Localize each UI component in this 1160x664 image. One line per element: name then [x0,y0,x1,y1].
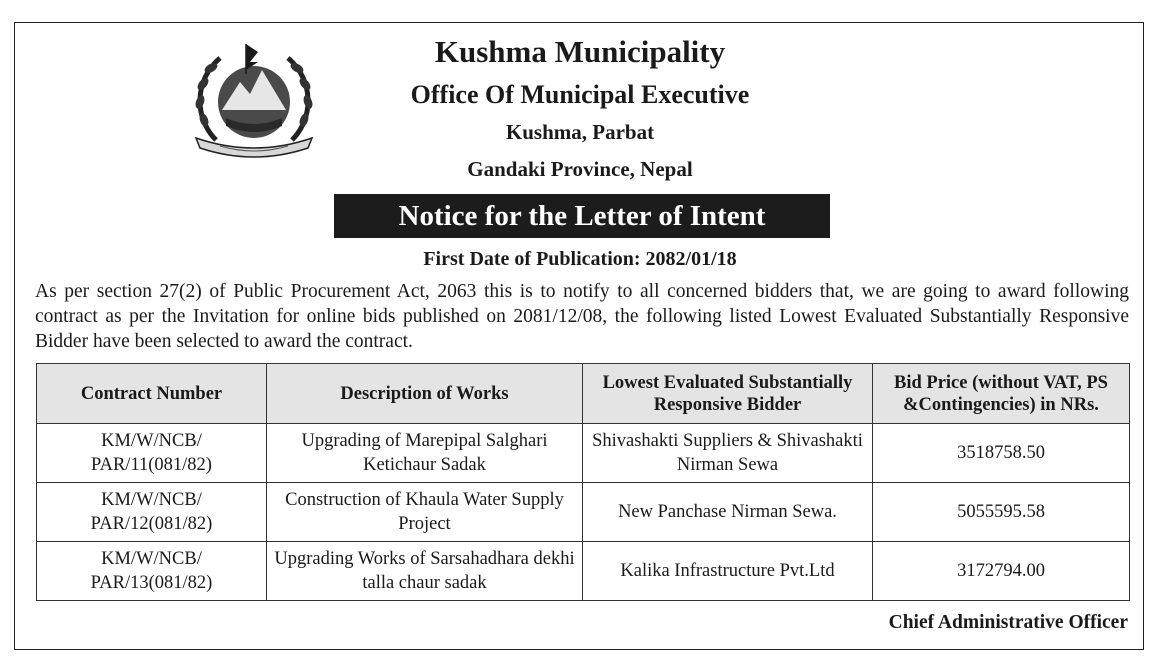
bidder-name: Shivashakti Suppliers & Shivashakti Nirman Sewa [583,424,873,483]
notice-body: As per section 27(2) of Public Procurement Act, 2063 this is to notify to all concerned bidders that, we are going to award following contract as per the Invitation for online bids published on 2081/12/08, the following listed Lowest Evaluated Substantially Responsive Bidder have been selected to award the contract. [35,281,1129,352]
bid-price: 5055595.58 [873,483,1130,542]
header-bid-price: Bid Price (without VAT, PS &Contingencies) in NRs. [873,364,1130,424]
notice-title: Notice for the Letter of Intent [398,199,766,232]
header-bidder: Lowest Evaluated Substantially Responsive Bidder [583,364,873,424]
contract-number: KM/W/NCB/ PAR/11(081/82) [37,424,267,483]
office-name: Office Of Municipal Executive [410,80,750,109]
bid-price: 3518758.50 [873,424,1130,483]
table-header-row [37,364,1130,424]
location: Kushma, Parbat [505,120,655,144]
province: Gandaki Province, Nepal [467,157,693,181]
header-contract-number: Contract Number [37,364,267,424]
work-description: Construction of Khaula Water Supply Project [267,483,583,542]
contracts-table [36,363,1130,601]
contract-number: KM/W/NCB/ PAR/12(081/82) [37,483,267,542]
publication-date: First Date of Publication: 2082/01/18 [423,248,737,270]
bidder-name: New Panchase Nirman Sewa. [583,483,873,542]
bidder-name: Kalika Infrastructure Pvt.Ltd [583,542,873,601]
signature-title: Chief Administrative Officer [888,612,1128,633]
table-row [37,483,1130,542]
header-description: Description of Works [267,364,583,424]
work-description: Upgrading of Marepipal Salghari Ketichaur Sadak [267,424,583,483]
org-name: Kushma Municipality [434,34,726,69]
notice-title-banner [334,194,830,238]
contract-number: KM/W/NCB/ PAR/13(081/82) [37,542,267,601]
table-row [37,542,1130,601]
table-row [37,424,1130,483]
bid-price: 3172794.00 [873,542,1130,601]
work-description: Upgrading Works of Sarsahadhara dekhi talla chaur sadak [267,542,583,601]
